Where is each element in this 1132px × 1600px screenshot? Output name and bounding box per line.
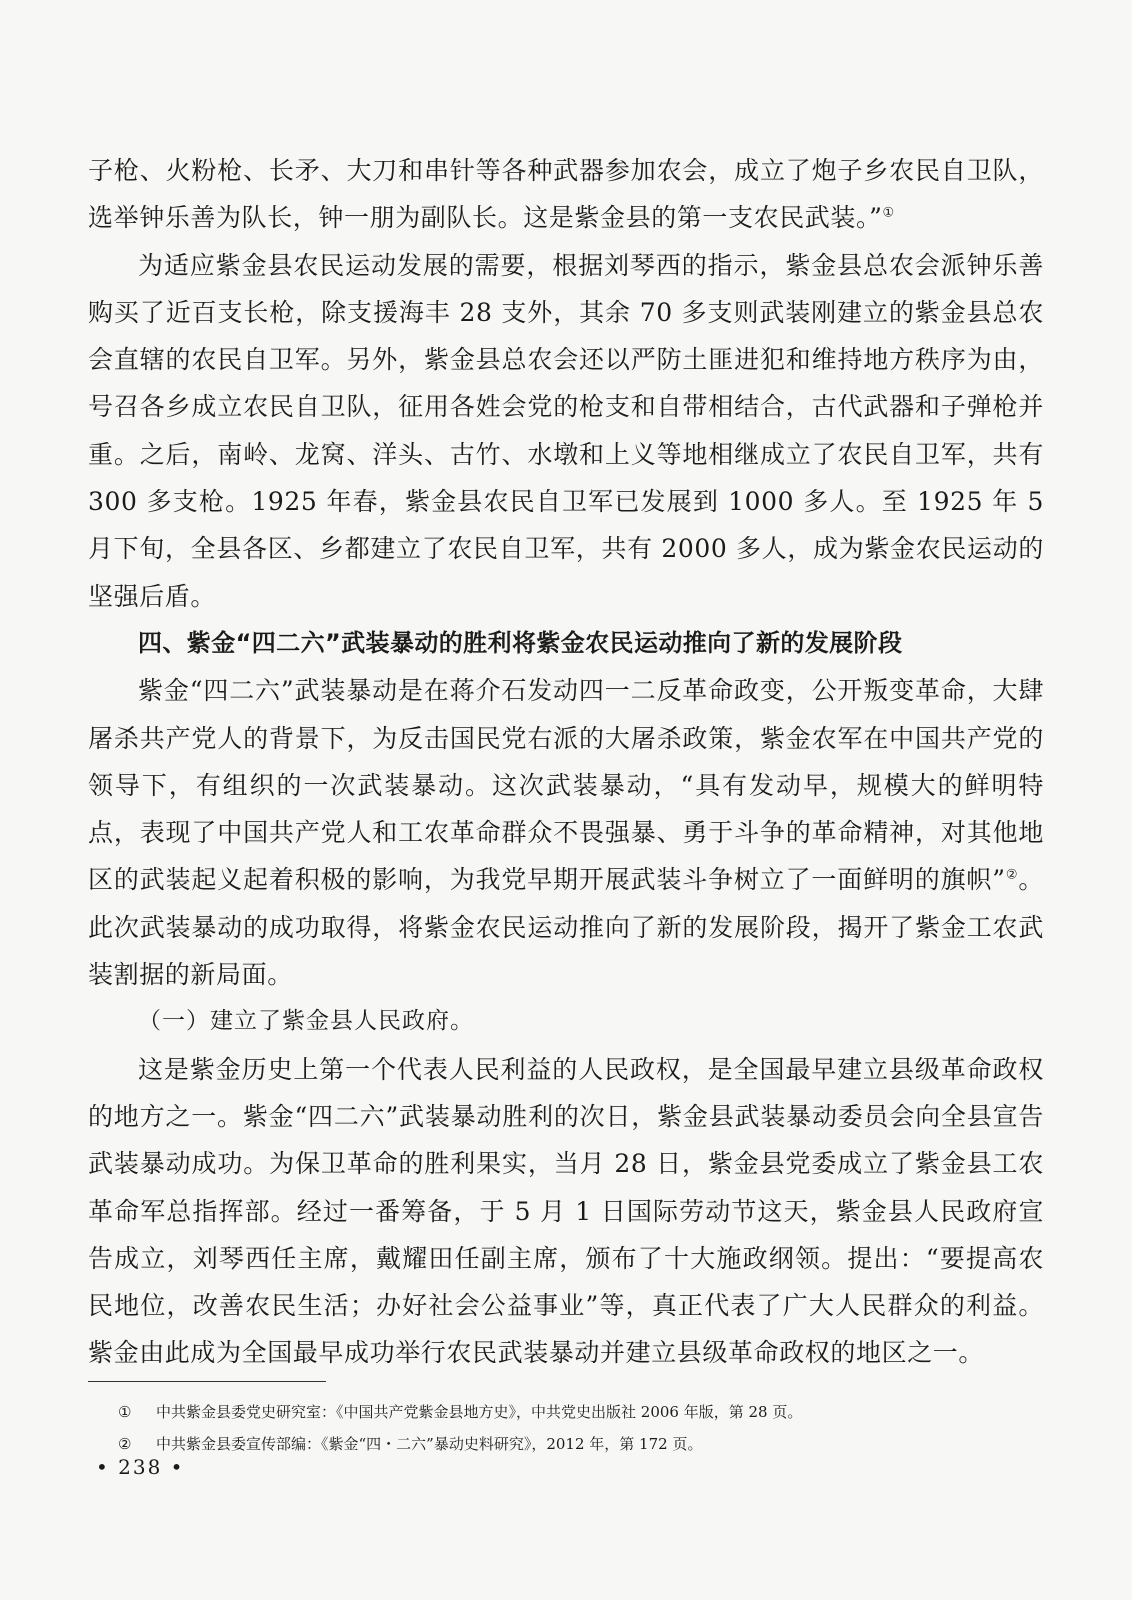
page-number: • 238 • (96, 1455, 185, 1479)
footnote-mark: ② (118, 1435, 132, 1453)
footnote-1 (118, 1396, 1018, 1428)
section-heading: 四、紫金“四二六”武装暴动的胜利将紫金农民运动推向了新的发展阶段 (138, 628, 903, 657)
footnote-divider (88, 1381, 326, 1382)
footnote-ref-2[interactable]: ② (1005, 868, 1019, 884)
footnote-2 (118, 1428, 1018, 1460)
paragraph: 紫金“四二六”武装暴动是在蒋介石发动四一二反革命政变，公开叛变革命，大肆屠杀共产党人的背景下，为反击国民党右派的大屠杀政策，紫金农军在中国共产党的领导下，有组织的一次武装暴动。这次武装暴动，“具有发动早，规模大的鲜明特点，表现了中国共产党人和工农革命群众不畏强暴、勇于斗争的革命精神，对其他地区的武装起义起着积极的影响，为我党早期开展武装斗争树立了一面鲜明的旗帜”②。此次武装暴动的成功取得，将紫金农民运动推向了新的发展阶段，揭开了紫金工农武装割据的新局面。 (88, 676, 1044, 990)
paragraph: 这是紫金历史上第一个代表人民利益的人民政权，是全国最早建立县级革命政权的地方之一。紫金“四二六”武装暴动胜利的次日，紫金县武装暴动委员会向全县宣告武装暴动成功。为保卫革命的胜利果实，当月 28 日，紫金县党委成立了紫金县工农革命军总指挥部。经过一番筹备，于 5 月 1 日国际劳动节这天，紫金县人民政府宣告成立，刘琴西任主席，戴耀田任副主席，颁布了十大施政纲领。提出：“要提高农民地位，改善农民生活；办好社会公益事业”等，真正代表了广大人民群众的利益。紫金由此成为全国最早成功举行农民武装暴动并建立县级革命政权的地区之一。 (88, 1054, 1044, 1368)
footnote-mark: ① (118, 1403, 132, 1421)
subheading: （一）建立了紫金县人民政府。 (138, 1008, 474, 1035)
paragraph-continued: 子枪、火粉枪、长矛、大刀和串针等各种武器参加农会，成立了炮子乡农民自卫队，选举钟乐善为队长，钟一朋为副队长。这是紫金县的第一支农民武装。”① (88, 156, 1044, 233)
main-text (88, 147, 1044, 1377)
footnote-ref-1[interactable]: ① (882, 205, 895, 221)
footnotes (118, 1396, 1018, 1460)
paragraph: 为适应紫金县农民运动发展的需要，根据刘琴西的指示，紫金县总农会派钟乐善购买了近百支长枪，除支援海丰 28 支外，其余 70 多支则武装刚建立的紫金县总农会直辖的农民自卫军。另外，紫金县总农会还以严防土匪进犯和维持地方秩序为由，号召各乡成立农民自卫队，征用各姓会党的枪支和自带相结合，古代武器和子弹枪并重。之后，南岭、龙窝、洋头、古竹、水墩和上义等地相继成立了农民自卫军，共有 300 多支枪。1925 年春，紫金县农民自卫军已发展到 1000 多人。至 1925 年 5 月下旬，全县各区、乡都建立了农民自卫军，共有 2000 多人，成为紫金农民运动的坚强后盾。 (88, 250, 1044, 611)
footnote-text: 中共紫金县委党史研究室：《中国共产党紫金县地方史》，中共党史出版社 2006 年版，第 28 页。 (156, 1403, 803, 1421)
footnote-text: 中共紫金县委宣传部编：《紫金“四・二六”暴动史料研究》，2012 年，第 172 页。 (156, 1435, 703, 1453)
